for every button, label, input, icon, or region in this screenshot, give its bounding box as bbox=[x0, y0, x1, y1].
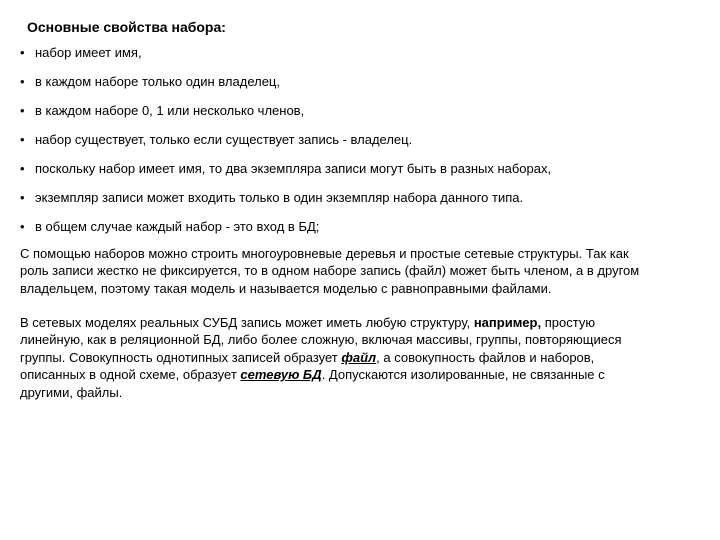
term-file: файл bbox=[341, 349, 377, 365]
bullet-icon: • bbox=[20, 74, 25, 89]
list-item-text: набор существует, только если существует запись - владелец. bbox=[35, 132, 413, 147]
properties-list bbox=[20, 44, 700, 247]
list-item bbox=[20, 131, 700, 160]
paragraph-line bbox=[20, 314, 704, 331]
list-item bbox=[20, 44, 700, 73]
bullet-icon: • bbox=[20, 45, 25, 60]
list-item bbox=[20, 160, 700, 189]
paragraph-line: другими, файлы. bbox=[20, 384, 123, 400]
bullet-icon: • bbox=[20, 190, 25, 205]
paragraph-text: описанных в одной схеме, образует bbox=[20, 367, 241, 383]
paragraph-text: . Допускаются изолированные, не связанные с bbox=[321, 367, 605, 383]
bullet-icon: • bbox=[20, 132, 25, 147]
list-item-text: в общем случае каждый набор - это вход в БД; bbox=[35, 219, 320, 234]
emphasis-bold: например, bbox=[473, 315, 542, 330]
paragraph-text: В сетевых моделях реальных СУБД запись может иметь любую структуру, bbox=[20, 315, 474, 330]
list-item-text: экземпляр записи может входить только в один экземпляр набора данного типа. bbox=[35, 190, 524, 205]
bullet-icon: • bbox=[20, 161, 25, 176]
section-heading: Основные свойства набора: bbox=[27, 19, 226, 35]
bullet-icon: • bbox=[20, 103, 25, 118]
paragraph-line: владельцем, поэтому такая модель и называется моделью с равноправными файлами. bbox=[20, 280, 552, 296]
paragraph-text: простую bbox=[541, 315, 596, 330]
list-item-text: набор имеет имя, bbox=[35, 45, 142, 60]
list-item bbox=[20, 73, 700, 102]
paragraph-line bbox=[20, 349, 704, 366]
paragraph-line bbox=[20, 366, 704, 383]
list-item-text: в каждом наборе только один владелец, bbox=[35, 74, 280, 89]
paragraph-text: группы. Совокупность однотипных записей образует bbox=[20, 349, 342, 365]
list-item-text: в каждом наборе 0, 1 или несколько членов, bbox=[35, 103, 305, 118]
term-network-db: сетевую БД bbox=[240, 367, 322, 383]
paragraph-line: роль записи жестко не фиксируется, то в одном наборе запись (файл) может быть членом, а в другом bbox=[20, 263, 640, 279]
bullet-icon: • bbox=[20, 219, 25, 234]
list-item bbox=[20, 102, 700, 131]
paragraph-line: линейную, как в реляционной БД, либо более сложную, включая массивы, группы, повторяющиеся bbox=[20, 332, 622, 348]
paragraph-line: С помощью наборов можно строить многоуровневые деревья и простые сетевые структуры. Так как bbox=[20, 246, 629, 261]
paragraph-network-models bbox=[20, 314, 704, 401]
list-item bbox=[20, 189, 700, 218]
paragraph-text: , а совокупность файлов и наборов, bbox=[376, 349, 595, 365]
list-item bbox=[20, 218, 700, 247]
paragraph-sets-structures bbox=[20, 245, 704, 297]
list-item-text: поскольку набор имеет имя, то два экземпляра записи могут быть в разных наборах, bbox=[35, 161, 552, 176]
